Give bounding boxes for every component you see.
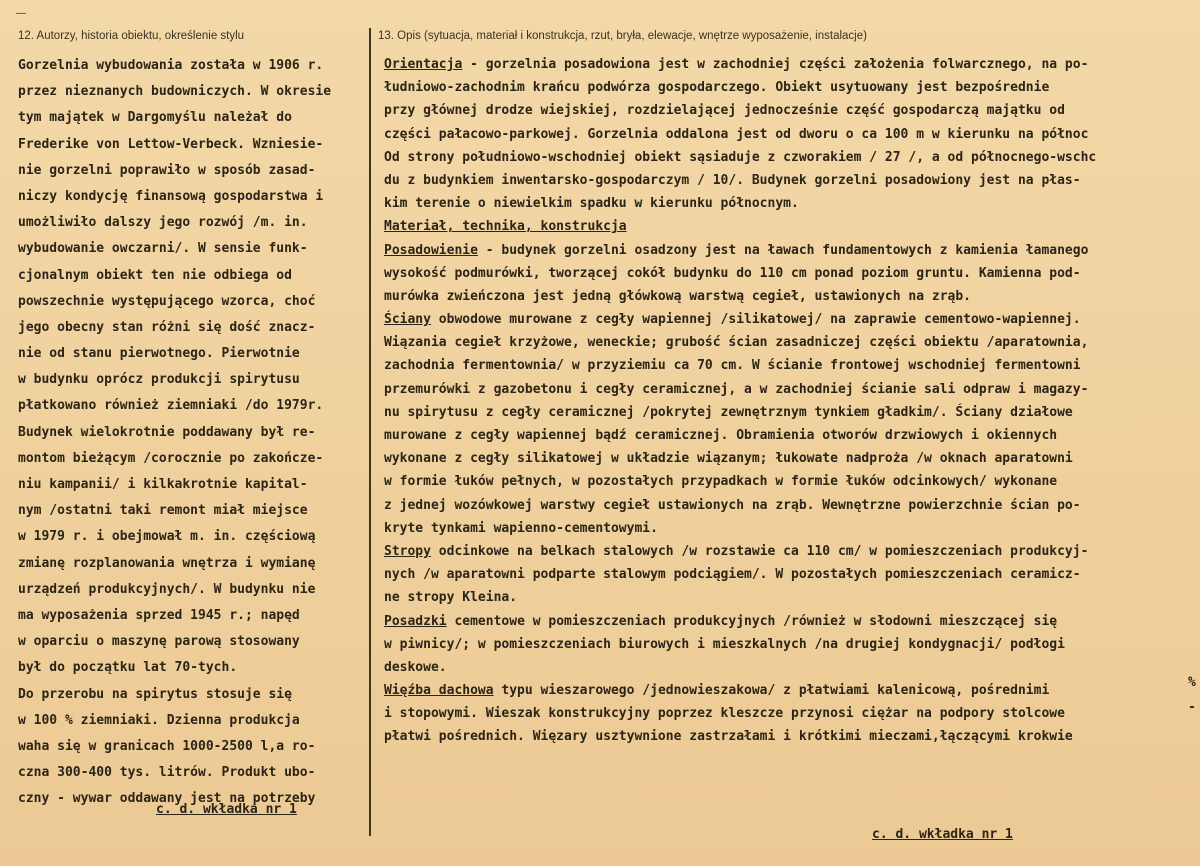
left-text-line: Frederike von Lettow-Verbeck. Wzniesie- [18,136,324,152]
left-text-line: nym /ostatni taki remont miał miejsce [18,503,308,519]
line-text: wykonane z cegły silikatowej w układzie wiązanym; łukowate nadproża /w oknach aparatowni [384,451,1073,467]
line-text: kim terenie o niewielkim spadku w kierunku północnym. [384,196,799,212]
top-mark: — [16,8,26,19]
left-text-line: nie od stanu pierwotnego. Pierwotnie [18,346,300,362]
line-text: cementowe w pomieszczeniach produkcyjnych /również w słodowni mieszczącej się [446,613,1058,629]
right-text-line [384,285,1200,308]
left-text-line: w oparciu o maszynę parową stosowany [18,634,300,650]
edge-mark-dash: - [1188,700,1196,715]
right-text-line [384,123,1200,146]
line-text: Od strony południowo-wschodniej obiekt sąsiaduje z czworakiem / 27 /, a od północnego-wschc [384,149,1097,165]
left-text-line: ma wyposażenia sprzed 1945 r.; napęd [18,607,300,623]
right-text-line [384,378,1200,401]
line-text: zachodnia fermentownia/ w przyziemiu ca 70 cm. W ścianie frontowej wschodniej fermentowni [384,358,1081,374]
left-text-line: umożliwiło dalszy jego rozwój /m. in. [18,215,308,231]
right-continuation-note: c. d. wkładka nr 1 [872,827,1013,842]
section-heading: Ściany [384,312,431,328]
line-text: przemurówki z gazobetonu i cegły ceramicznej, a w zachodniej ścianie sali odpraw i magazy- [384,381,1089,397]
line-text: w piwnicy/; w pomieszczeniach biurowych i mieszkalnych /na drugiej kondygnacji/ podłogi [384,636,1065,652]
left-text-line: powszechnie występującego wzorca, choć [18,293,316,309]
left-text-line: przez nieznanych budowniczych. W okresie [18,84,332,100]
line-text: przy głównej drodze wiejskiej, rozdzielającej jednocześnie część gospodarczą majątku od [384,103,1065,119]
right-text-line [384,331,1200,354]
left-text-line: był do początku lat 70-tych. [18,660,238,676]
left-column [18,53,368,812]
line-text: z jednej wozówkowej warstwy cegieł ustawionych na zrąb. Wewnętrzne powierzchnie ścian po- [384,497,1081,513]
line-text: i stopowymi. Wieszak konstrukcyjny poprzez kleszcze przynosi ciężar na podpory stolcowe [384,706,1065,722]
right-text-line [384,633,1200,656]
left-text-line: montom bieżącym /corocznie po zakończe- [18,450,324,466]
right-column [384,53,1200,749]
left-text-line: zmianę rozplanowania wnętrza i wymianę [18,555,316,571]
line-text: nu spirytusu z cegły ceramicznej /pokrytej zewnętrznym tynkiem gładkim/. Ściany działowe [384,404,1073,420]
line-text: deskowe. [384,659,447,675]
section-heading: Posadowienie [384,242,478,258]
line-text: obwodowe murowane z cegły wapiennej /silikatowej/ na zaprawie cementowo-wapiennej. [430,312,1081,328]
right-text-line [384,656,1200,679]
header-right: 13. Opis (sytuacja, materiał i konstrukcja, rzut, bryła, elewacje, wnętrze wyposażenie, instalacje) [378,30,867,42]
left-text-line: wybudowanie owczarni/. W sensie funk- [18,241,308,257]
left-text-line: Gorzelnia wybudowania została w 1906 r. [18,58,324,73]
left-text-line: Do przerobu na spirytus stosuje się [18,686,292,702]
right-text-line [384,354,1200,377]
left-text-line: cjonalnym obiekt ten nie odbiega od [18,267,292,283]
left-text-line: w 100 % ziemniaki. Dzienna produkcja [18,712,300,728]
right-text-line [384,563,1200,586]
left-text-line: tym majątek w Dargomyślu należał do [18,110,292,126]
section-heading: Posadzki [384,613,447,629]
right-text-line [384,239,1200,262]
right-text-line [384,169,1200,192]
line-text: murówka zwieńczona jest jedną główkową warstwą cegieł, ustawionych na zrąb. [384,288,971,304]
right-text-line [384,725,1200,748]
right-text-line [384,262,1200,285]
right-text-line [384,679,1200,702]
line-text: murowane z cegły wapiennej bądź ceramicznej. Obramienia otworów drzwiowych i okiennych [384,428,1058,443]
section-heading: Orientacja [384,57,463,72]
left-text-line: w budynku oprócz produkcji spirytusu [18,372,300,388]
right-text-line [384,447,1200,470]
right-text-line [384,586,1200,609]
right-text-line [384,702,1200,725]
left-text-line: Budynek wielokrotnie poddawany był re- [18,424,316,440]
right-text-line [384,192,1200,215]
line-text: du z budynkiem inwentarsko-gospodarczym / 10/. Budynek gorzelni posadowiony jest na płas- [384,172,1081,188]
section-heading: Stropy [384,543,431,559]
right-text-line [384,308,1200,331]
line-text: płatwi pośrednich. Więzary usztywnione zastrzałami i krótkimi mieczami,łączącymi krokwie [384,729,1073,745]
right-text-line [384,610,1200,633]
right-text-line [384,53,1200,76]
right-text-line [384,401,1200,424]
line-text: Wiązania cegieł krzyżowe, weneckie; grubość ścian zasadniczej części obiektu /aparatownia, [384,335,1089,351]
column-divider [369,28,371,836]
left-text-line: niczy kondycję finansową gospodarstwa i [18,188,324,204]
line-text: nych /w aparatowni podparte stalowym podciągiem/. W pozostałych pomieszczeniach ceramicz- [384,567,1081,583]
right-text-line [384,76,1200,99]
line-text: wysokość podmurówki, tworzącej cokół budynku do 110 cm ponad poziom gruntu. Kamienna pod- [384,265,1081,281]
right-text-line [384,470,1200,493]
right-text-line [384,540,1200,563]
left-text-line: nie gorzelni poprawiło w sposób zasad- [18,162,316,178]
left-continuation-note: c. d. wkładka nr 1 [156,802,297,817]
line-text: części pałacowo-parkowej. Gorzelnia oddalona jest od dworu o ca 100 m w kierunku na północ [384,126,1089,142]
left-text-line: urządzeń produkcyjnych/. W budynku nie [18,581,316,597]
left-text-line: czna 300-400 tys. litrów. Produkt ubo- [18,765,316,781]
right-text-line [384,517,1200,540]
line-text: łudniowo-zachodnim krańcu podwórza gospodarczego. Obiekt usytuowany jest bezpośrednie [384,80,1050,96]
line-text: - budynek gorzelni osadzony jest na ławach fundamentowych z kamienia łamanego [477,242,1089,258]
right-text-line [384,146,1200,169]
left-text-line: w 1979 r. i obejmował m. in. częściową [18,529,316,545]
left-text-line: jego obecny stan różni się dość znacz- [18,319,316,335]
left-text-line: czny - wywar oddawany jest na potrzeby [18,791,316,807]
header-left: 12. Autorzy, historia obiektu, określenie stylu [18,30,245,42]
section-heading: Więźba dachowa [384,683,494,699]
section-heading: Materiał, technika, konstrukcja [384,219,627,235]
left-text-line: niu kampanii/ i kilkakrotnie kapital- [18,477,308,492]
line-text: kryte tynkami wapienno-cementowymi. [384,520,658,536]
line-text: - gorzelnia posadowiona jest w zachodniej części założenia folwarcznego, na po- [462,57,1089,72]
edge-mark-percent: % [1188,675,1196,690]
line-text: odcinkowe na belkach stalowych /w rozstawie ca 110 cm/ w pomieszczeniach produkcyj- [430,543,1089,559]
right-text-line [384,494,1200,517]
line-text: w formie łuków pełnych, w pozostałych przypadkach w formie łuków odcinkowych/ wykonane [384,474,1058,490]
right-text-line [384,424,1200,447]
line-text: ne stropy Kleina. [384,590,518,606]
left-text-line: waha się w granicach 1000-2500 l,a ro- [18,738,316,754]
right-text-line [384,99,1200,122]
line-text: typu wieszarowego /jednowieszakowa/ z płatwiami kalenicową, pośrednimi [493,683,1050,699]
left-text-line: płatkowano również ziemniaki /do 1979r. [18,398,324,414]
right-text-line [384,215,1200,238]
